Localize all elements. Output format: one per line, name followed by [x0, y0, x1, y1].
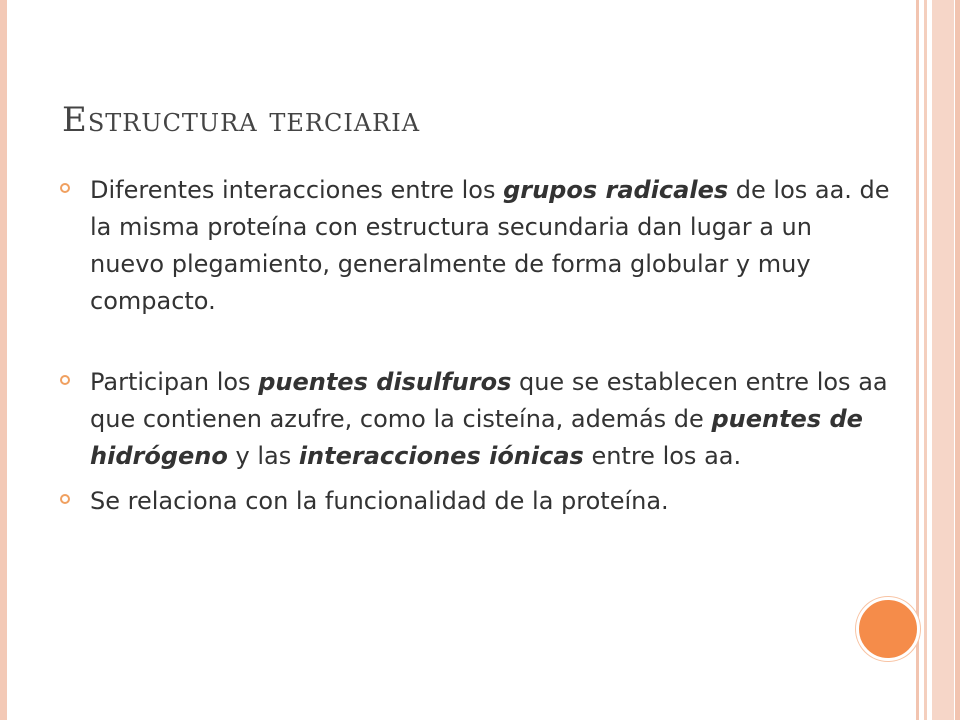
stripe	[916, 0, 919, 720]
stripe	[924, 0, 927, 720]
bullet-text: Se relaciona con la funcionalidad de la proteína.	[90, 487, 669, 515]
bullet-marker-icon	[60, 375, 70, 385]
text-segment: Participan los	[90, 368, 259, 396]
slide-left-border	[0, 0, 7, 720]
text-segment: y las	[227, 442, 299, 470]
decorative-stripes	[916, 0, 960, 720]
emphasis-segment: grupos radicales	[503, 176, 729, 204]
decorative-orange-circle	[856, 597, 920, 661]
text-segment: Diferentes interacciones entre los	[90, 176, 504, 204]
bullet-item	[60, 483, 890, 520]
bullet-marker-icon	[60, 183, 70, 193]
bullet-text	[90, 368, 888, 470]
text-segment: entre los aa.	[583, 442, 742, 470]
stripe	[955, 0, 960, 720]
text-segment: que se establecen entre los aa que contienen azufre, como la cisteína, además de	[90, 368, 888, 433]
bullet-list	[60, 172, 890, 520]
emphasis-segment: puentes disulfuros	[258, 368, 512, 396]
slide-title: Estructura terciaria	[62, 100, 421, 140]
bullet-item	[60, 172, 890, 320]
bullet-item	[60, 364, 890, 475]
emphasis-segment: interacciones iónicas	[298, 442, 584, 470]
text-segment: de los aa. de la misma proteína con estructura secundaria dan lugar a un nuevo plegamiento, generalmente de forma globular y muy compacto.	[90, 176, 890, 315]
bullet-marker-icon	[60, 494, 70, 504]
stripe	[932, 0, 954, 720]
bullet-text	[90, 176, 890, 315]
emphasis-segment: puentes de hidrógeno	[90, 405, 863, 470]
